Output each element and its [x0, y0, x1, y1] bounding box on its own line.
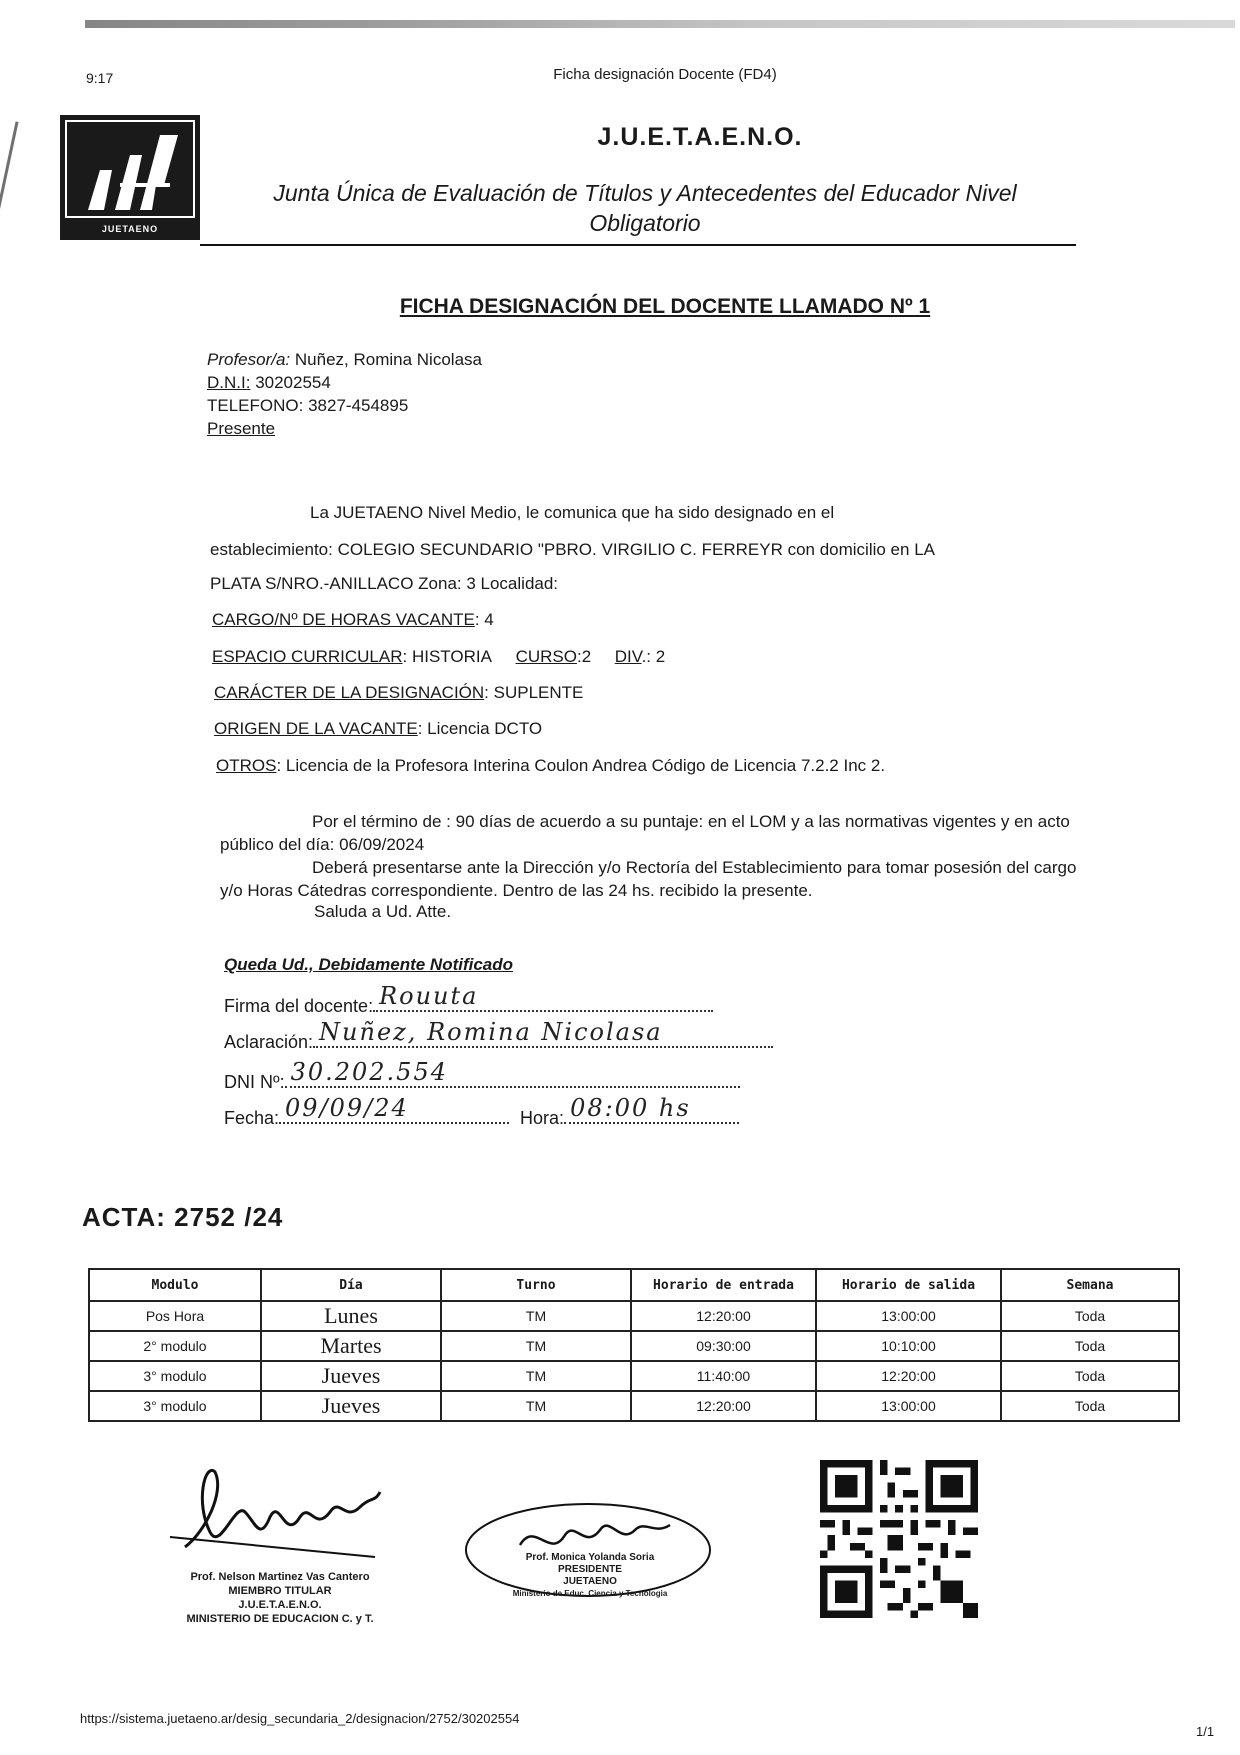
- fecha-label: Fecha:: [224, 1108, 280, 1128]
- signature-left-org: J.U.E.T.A.E.N.O.: [238, 1599, 322, 1611]
- espacio-label: ESPACIO CURRICULAR: [212, 647, 403, 666]
- print-time: 9:17: [86, 70, 114, 86]
- aclaracion-label: Aclaración:: [224, 1032, 314, 1052]
- header-modulo: Modulo: [89, 1269, 261, 1301]
- qr-code-graphic: [820, 1460, 978, 1618]
- profesor-value: Nuñez, Romina Nicolasa: [294, 350, 482, 369]
- presentarse-paragraph: Deberá presentarse ante la Dirección y/o Rectoría del Establecimiento para tomar posesión del cargo y/o Horas Cátedras correspondiente. Dentro de las 24 hs. recibido la presente.: [220, 858, 1077, 900]
- dni-label: D.N.I:: [207, 373, 251, 392]
- espacio-line: [212, 647, 665, 667]
- signature-right-caption: [490, 1552, 690, 1600]
- logo-text: JUETAENO: [101, 224, 159, 234]
- cell-turno: TM: [441, 1331, 631, 1361]
- hora-field: [564, 1094, 739, 1124]
- cargo-label: CARGO/Nº DE HORAS VACANTE: [212, 610, 475, 629]
- header-turno: Turno: [441, 1269, 631, 1301]
- scan-edge-left: [0, 121, 19, 268]
- div-value: .: 2: [641, 647, 666, 666]
- hora-handwriting: 08:00 hs: [570, 1094, 691, 1122]
- dni-sign-label: DNI Nº:: [224, 1072, 285, 1092]
- footer-url: https://sistema.juetaeno.ar/desig_secundaria_2/designacion/2752/30202554: [80, 1711, 520, 1726]
- origen-value: : Licencia DCTO: [417, 719, 543, 738]
- org-acronym: J.U.E.T.A.E.N.O.: [597, 123, 803, 151]
- cell-modulo: 3° modulo: [89, 1361, 261, 1391]
- cell-modulo: 3° modulo: [89, 1391, 261, 1421]
- signature-scribble-icon: [165, 1462, 395, 1572]
- aclaracion-handwriting: Nuñez, Romina Nicolasa: [319, 1018, 663, 1046]
- cell-dia: Jueves: [261, 1391, 441, 1421]
- caracter-line: [214, 683, 583, 703]
- signature-right: [460, 1490, 720, 1620]
- cargo-line: [212, 610, 494, 630]
- profesor-line: [207, 348, 482, 371]
- cell-turno: TM: [441, 1391, 631, 1421]
- cell-dia: Lunes: [261, 1301, 441, 1331]
- signature-left-role: MIEMBRO TITULAR: [228, 1585, 332, 1597]
- cell-entrada: 11:40:00: [631, 1361, 816, 1391]
- fecha-handwriting: 09/09/24: [285, 1094, 409, 1122]
- juetaeno-logo: [60, 115, 200, 240]
- termino-paragraph: Por el término de : 90 días de acuerdo a su puntaje: en el LOM y a las normativas vigentes y en acto público del día: 06/09/2024: [220, 812, 1070, 854]
- curso-value: :2: [576, 647, 592, 666]
- signature-left-name: Prof. Nelson Martinez Vas Cantero: [190, 1571, 370, 1583]
- cell-salida: 13:00:00: [816, 1391, 1001, 1421]
- cell-semana: Toda: [1001, 1331, 1179, 1361]
- aclaracion-field: [313, 1018, 773, 1048]
- header-semana: Semana: [1001, 1269, 1179, 1301]
- origen-line: [214, 719, 542, 739]
- cell-semana: Toda: [1001, 1361, 1179, 1391]
- teacher-info: [207, 348, 482, 440]
- espacio-value: : HISTORIA: [402, 647, 492, 666]
- signature-left-ministry: MINISTERIO DE EDUCACION C. y T.: [186, 1613, 374, 1625]
- telefono-value: 3827-454895: [308, 396, 409, 415]
- dni-value: 30202554: [255, 373, 331, 392]
- cell-dia: Jueves: [261, 1361, 441, 1391]
- org-name: Junta Única de Evaluación de Títulos y Antecedentes del Educador Nivel Obligatorio: [273, 180, 1017, 236]
- fecha-field: [279, 1094, 509, 1124]
- acta-number: ACTA: 2752 /24: [82, 1202, 284, 1232]
- notification-title: Queda Ud., Debidamente Notificado: [224, 955, 514, 974]
- cell-semana: Toda: [1001, 1301, 1179, 1331]
- fecha-row: [224, 1094, 739, 1129]
- firma-field: [373, 982, 713, 1012]
- signature-left-caption: [165, 1570, 395, 1626]
- dni-field: [285, 1058, 740, 1088]
- cell-modulo: 2° modulo: [89, 1331, 261, 1361]
- cell-semana: Toda: [1001, 1391, 1179, 1421]
- origen-label: ORIGEN DE LA VACANTE: [214, 719, 418, 738]
- firma-row: [224, 982, 713, 1017]
- cell-entrada: 09:30:00: [631, 1331, 816, 1361]
- saluda-line: Saluda a Ud. Atte.: [314, 902, 452, 921]
- otros-line: [216, 756, 885, 776]
- table-row: [89, 1391, 1179, 1421]
- signature-right-name: Prof. Monica Yolanda Soria: [525, 1552, 655, 1563]
- cell-dia: Martes: [261, 1331, 441, 1361]
- hora-label: Hora:: [520, 1108, 565, 1128]
- scan-edge-top: [85, 20, 1235, 28]
- dni-line: [207, 371, 482, 394]
- page-header-title: Ficha designación Docente (FD4): [553, 66, 777, 83]
- aclaracion-row: [224, 1018, 773, 1053]
- signature-right-org: JUETAENO: [563, 1576, 617, 1587]
- schedule-header-row: [89, 1269, 1179, 1301]
- body-line-1: La JUETAENO Nivel Medio, le comunica que ha sido designado en el: [310, 503, 835, 522]
- cell-entrada: 12:20:00: [631, 1301, 816, 1331]
- dni-row: [224, 1058, 740, 1093]
- header-dia: Día: [261, 1269, 441, 1301]
- caracter-label: CARÁCTER DE LA DESIGNACIÓN: [214, 683, 485, 702]
- div-label: DIV: [614, 647, 642, 666]
- caracter-value: : SUPLENTE: [484, 683, 584, 702]
- otros-value: : Licencia de la Profesora Interina Coulon Andrea Código de Licencia 7.2.2 Inc 2.: [276, 756, 886, 775]
- firma-label: Firma del docente:: [224, 996, 374, 1016]
- qr-code-icon: [820, 1460, 978, 1618]
- cell-turno: TM: [441, 1301, 631, 1331]
- body-line-3: PLATA S/NRO.-ANILLACO Zona: 3 Localidad:: [210, 574, 559, 593]
- cell-entrada: 12:20:00: [631, 1391, 816, 1421]
- cell-salida: 12:20:00: [816, 1361, 1001, 1391]
- signature-left: [165, 1462, 395, 1642]
- schedule-table: [88, 1268, 1180, 1422]
- document-title: FICHA DESIGNACIÓN DEL DOCENTE LLAMADO Nº 1: [399, 295, 931, 318]
- curso-label: CURSO: [515, 647, 577, 666]
- page-number: 1/1: [1196, 1724, 1215, 1739]
- telefono-line: [207, 394, 482, 417]
- signature-right-ministry: Ministerio de Educ. Ciencia y Tecnologia: [512, 1589, 668, 1598]
- body-line-2: establecimiento: COLEGIO SECUNDARIO "PBRO. VIRGILIO C. FERREYR con domicilio en LA: [210, 540, 935, 559]
- cell-modulo: Pos Hora: [89, 1301, 261, 1331]
- cell-turno: TM: [441, 1361, 631, 1391]
- firma-handwriting: Rouuta: [379, 982, 479, 1010]
- otros-label: OTROS: [216, 756, 277, 775]
- signature-right-role: PRESIDENTE: [558, 1564, 622, 1575]
- header-entrada: Horario de entrada: [631, 1269, 816, 1301]
- table-row: [89, 1301, 1179, 1331]
- cargo-value: : 4: [474, 610, 494, 629]
- logo-mark-icon: [60, 115, 200, 240]
- profesor-label: Profesor/a:: [207, 350, 291, 369]
- dni-handwriting: 30.202.554: [290, 1058, 448, 1086]
- cell-salida: 10:10:00: [816, 1331, 1001, 1361]
- table-row: [89, 1361, 1179, 1391]
- header-salida: Horario de salida: [816, 1269, 1001, 1301]
- cell-salida: 13:00:00: [816, 1301, 1001, 1331]
- telefono-label: TELEFONO:: [207, 396, 304, 415]
- header-divider: [200, 244, 1076, 246]
- presente-label: Presente: [207, 419, 276, 438]
- table-row: [89, 1331, 1179, 1361]
